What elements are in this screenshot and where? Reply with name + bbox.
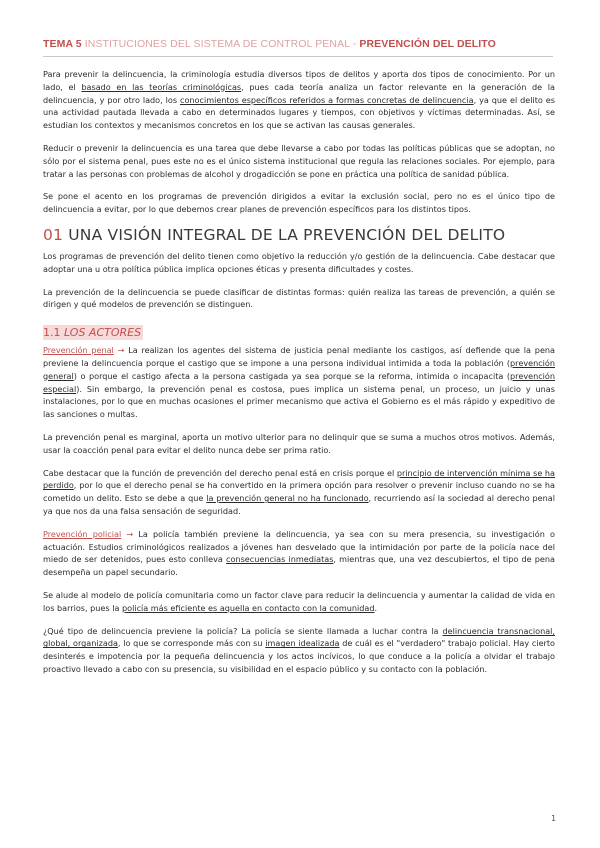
police-paragraph-3: ¿Qué tipo de delincuencia previene la policía? La policía se siente llamada a luchar contra la delincuencia transnacional, global, organizada, lo que se corresponde más con su imagen idealizada de cuál es el "verdadero" trabajo policial. Hay cierto desinterés e impotencia por la pequeña delincuencia y los actos incívicos, lo que conduce a la policía a olvidar el trabajo proactivo llevado a cabo con su presencia, su visibilidad en el espacio público y su contacto con la población. <box>43 625 556 674</box>
intro-paragraph-1: Para prevenir la delincuencia, la criminología estudia diversos tipos de delitos y aporta dos tipos de conocimiento. Por un lado, el basado en las teorías criminológicas, pues cada teoría analiza un factor relevante en la generación de la delincuencia, y por otro lado, los conocimientos específicos referidos a formas concretas de delincuencia, ya que el delito es una actividad pautada llevada a cabo en determinados lugares y tiempos, con objetivos y víctimas determinadas. Así, se estudian los contextos y mecanismos concretos en los que se activan las causas generales. <box>43 69 556 131</box>
underlined-term: imagen idealizada <box>265 638 340 649</box>
underlined-term: delincuencia transnacional, global, organizada <box>43 625 555 649</box>
underlined-term: prevención especial <box>43 370 555 394</box>
arrow-icon: → <box>121 528 139 539</box>
header-topic: TEMA 5 <box>43 38 82 50</box>
subsection-number: 1.1 <box>43 326 61 340</box>
header-subject: INSTITUCIONES DEL SISTEMA DE CONTROL PENAL <box>84 38 350 50</box>
penal-paragraph-3: Cabe destacar que la función de prevención del derecho penal está en crisis porque el principio de intervención mínima se ha perdido, por lo que el derecho penal se ha convertido en la primera opción para resolver o prevenir incluso cuando no se ha cometido un delito. Esto se debe a que la prevención general no ha funcionado, recurriendo así la sociedad al derecho penal ya que nos da una falsa sensación de seguridad. <box>43 467 555 516</box>
intro-paragraph-3: Se pone el acento en los programas de prevención dirigidos a evitar la exclusión social, pero no es el único tipo de delincuencia a evitar, por lo que debemos crear planes de prevención específicos para los distintos tipos. <box>43 191 555 215</box>
section-title: UNA VISIÓN INTEGRAL DE LA PREVENCIÓN DEL DELITO <box>63 225 506 244</box>
arrow-icon: → <box>113 345 129 356</box>
underlined-term: basado en las teorías criminológicas <box>81 81 242 92</box>
subsection-heading <box>43 325 143 340</box>
underlined-term: principio de intervención mínima se ha perdido <box>43 467 555 491</box>
section-paragraph-2: La prevención de la delincuencia se puede clasificar de distintas formas: quién realiza las tareas de prevención, a quién se dirigen y qué modelos de prevención se distinguen. <box>43 286 555 310</box>
police-paragraph-2: Se alude al modelo de policía comunitaria como un factor clave para reducir la delincuencia y aumentar la calidad de vida en los barrios, pues la policía más eficiente es aquella en contacto con la comunidad. <box>43 589 555 613</box>
penal-paragraph-2: La prevención penal es marginal, aporta un motivo ulterior para no delinquir que se suma a muchos otros motivos. Además, usar la coacción penal para evitar el delito nunca debe ser prima ratio. <box>43 431 555 455</box>
underlined-term: prevención general <box>43 357 555 381</box>
intro-paragraph-2: Reducir o prevenir la delincuencia es una tarea que debe llevarse a cabo por todas las políticas públicas que se adoptan, no sólo por el sistema penal, pues este no es el único sistema institucional que regula las relaciones sociales. Por ejemplo, para tratar a las personas con problemas de alcohol y drogadicción se pone en práctica una política de sanidad pública. <box>43 142 555 179</box>
section-paragraph-1: Los programas de prevención del delito tienen como objetivo la reducción y/o gestión de la delincuencia. Cabe destacar que adoptar una u otra política pública implica opciones éticas y presenta dificultades y costes. <box>43 250 555 274</box>
section-number: 01 <box>43 225 64 244</box>
police-paragraph-1: Prevención policial → La policía también previene la delincuencia, ya sea con su mera presencia, su investigación o actuación. Estudios criminológicos realizados a jóvenes han desvelado que la intimidación por parte de la policía nace del miedo de ser detenidos, pues esto conlleva consecuencias inmediatas, mientras que, una vez descubiertos, el tipo de pena desempeña un papel secundario. <box>43 528 555 578</box>
page-header <box>43 38 553 57</box>
page-number: 1 <box>551 814 557 823</box>
section-heading <box>43 226 555 244</box>
underlined-term: consecuencias inmediatas <box>226 554 334 565</box>
subsection-title: LOS ACTORES <box>60 326 142 340</box>
penal-paragraph-1: Prevención penal → La realizan los agentes del sistema de justicia penal mediante los castigos, así defiende que la pena previene la delincuencia porque el castigo que se impone a una persona individual intimida a toda la población (prevención general) o porque el castigo afecta a la persona castigada ya sea porque se la reforma, intimida o incapacita (prevención especial). Sin embargo, la prevención penal es costosa, pues implica un sistema penal, un proceso, un juicio y unas instalaciones, por lo que en muchas ocasiones el primer mecanismo que activa el Gobierno es el más rápido y expeditivo de las sanciones o multas. <box>43 345 556 420</box>
term-prevencion-penal: Prevención penal <box>43 345 114 356</box>
term-prevencion-policial: Prevención policial <box>43 528 122 539</box>
header-separator: - <box>349 38 360 50</box>
header-section: PREVENCIÓN DEL DELITO <box>359 38 496 50</box>
underlined-term: conocimientos específicos referidos a formas concretas de delincuencia <box>180 94 474 105</box>
document-body <box>43 68 555 686</box>
underlined-term: policía más eficiente es aquella en contacto con la comunidad <box>121 602 375 613</box>
underlined-term: la prevención general no ha funcionado <box>206 493 369 504</box>
